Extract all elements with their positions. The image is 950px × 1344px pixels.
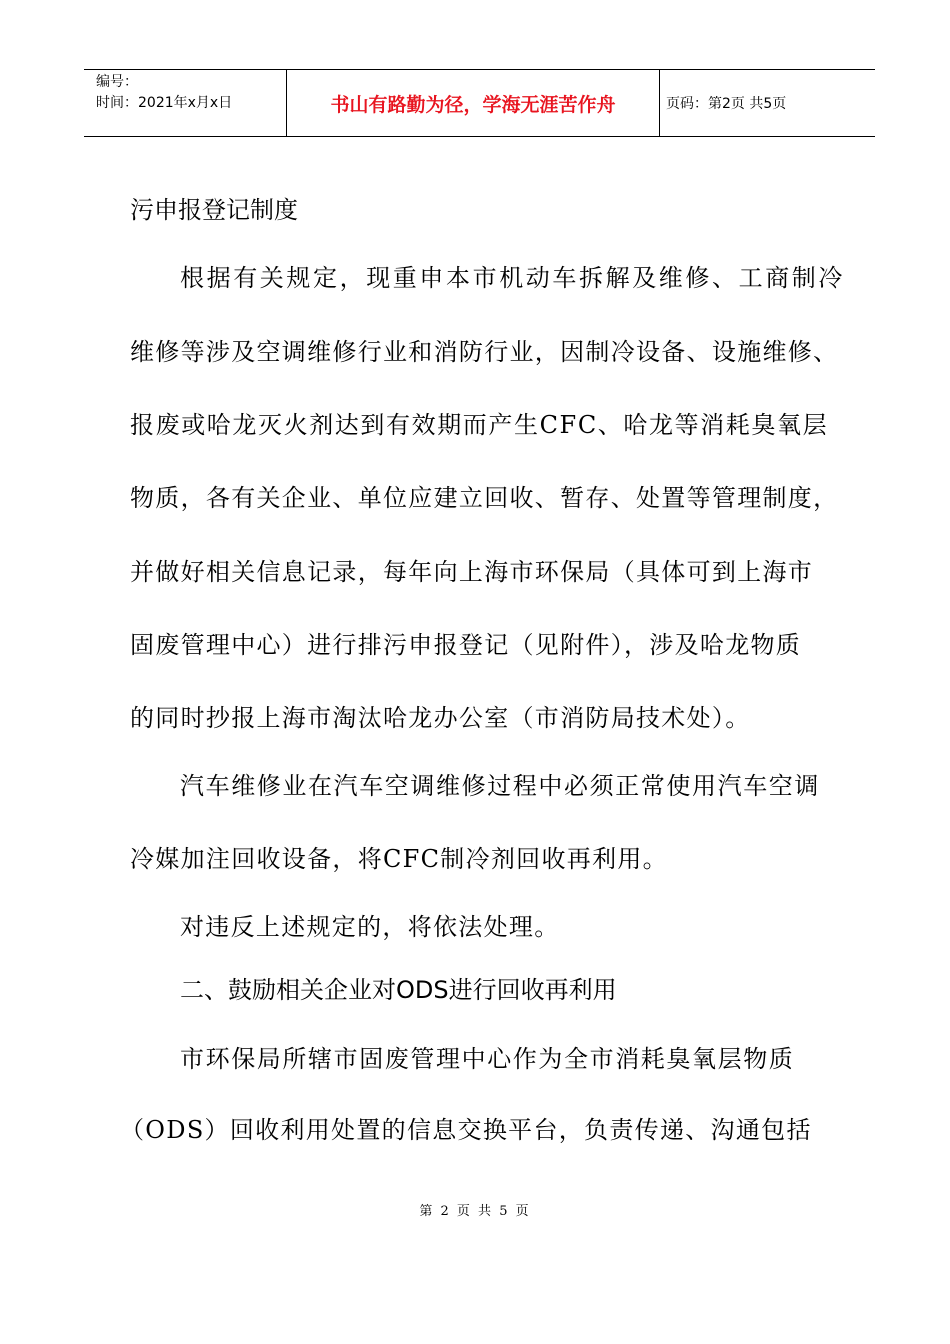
body-line: 物质，各有关企业、单位应建立回收、暂存、处置等管理制度， [130,484,839,512]
page-footer: 第 2 页 共 5 页 [419,1204,531,1219]
body-line: 报废或哈龙灭火剂达到有效期而产生CFC、哈龙等消耗臭氧层 [130,411,829,439]
header-divider [659,70,660,136]
body-line: 根据有关规定，现重申本市机动车拆解及维修、工商制冷 [180,264,845,292]
body-line: 固废管理中心）进行排污申报登记（见附件），涉及哈龙物质 [130,631,802,659]
header-meta [96,72,286,114]
body-line: 的同时抄报上海市淘汰哈龙办公室（市消防局技术处）。 [130,704,751,732]
document-date-label: 时间：2021年x月x日 [96,95,233,111]
body-line: 冷媒加注回收设备，将CFC制冷剂回收再利用。 [130,845,668,873]
body-line: 并做好相关信息记录，每年向上海市环保局（具体可到上海市 [130,558,814,586]
header-page-info: 页码：第2页 共5页 [666,96,787,112]
body-line: 维修等涉及空调维修行业和消防行业，因制冷设备、设施维修、 [130,338,839,366]
body-line: （ODS）回收利用处置的信息交换平台，负责传递、沟通包括 [120,1116,812,1144]
page-header [84,69,875,137]
body-line: 二、鼓励相关企业对ODS进行回收再利用 [180,976,617,1004]
body-line: 汽车维修业在汽车空调维修过程中必须正常使用汽车空调 [180,772,820,800]
document-number-label: 编号： [96,74,138,90]
body-line: 对违反上述规定的，将依法处理。 [180,913,560,941]
body-line: 污申报登记制度 [130,196,298,224]
body-line: 市环保局所辖市固废管理中心作为全市消耗臭氧层物质 [180,1045,795,1073]
header-motto: 书山有路勤为径，学海无涯苦作舟 [330,93,616,116]
